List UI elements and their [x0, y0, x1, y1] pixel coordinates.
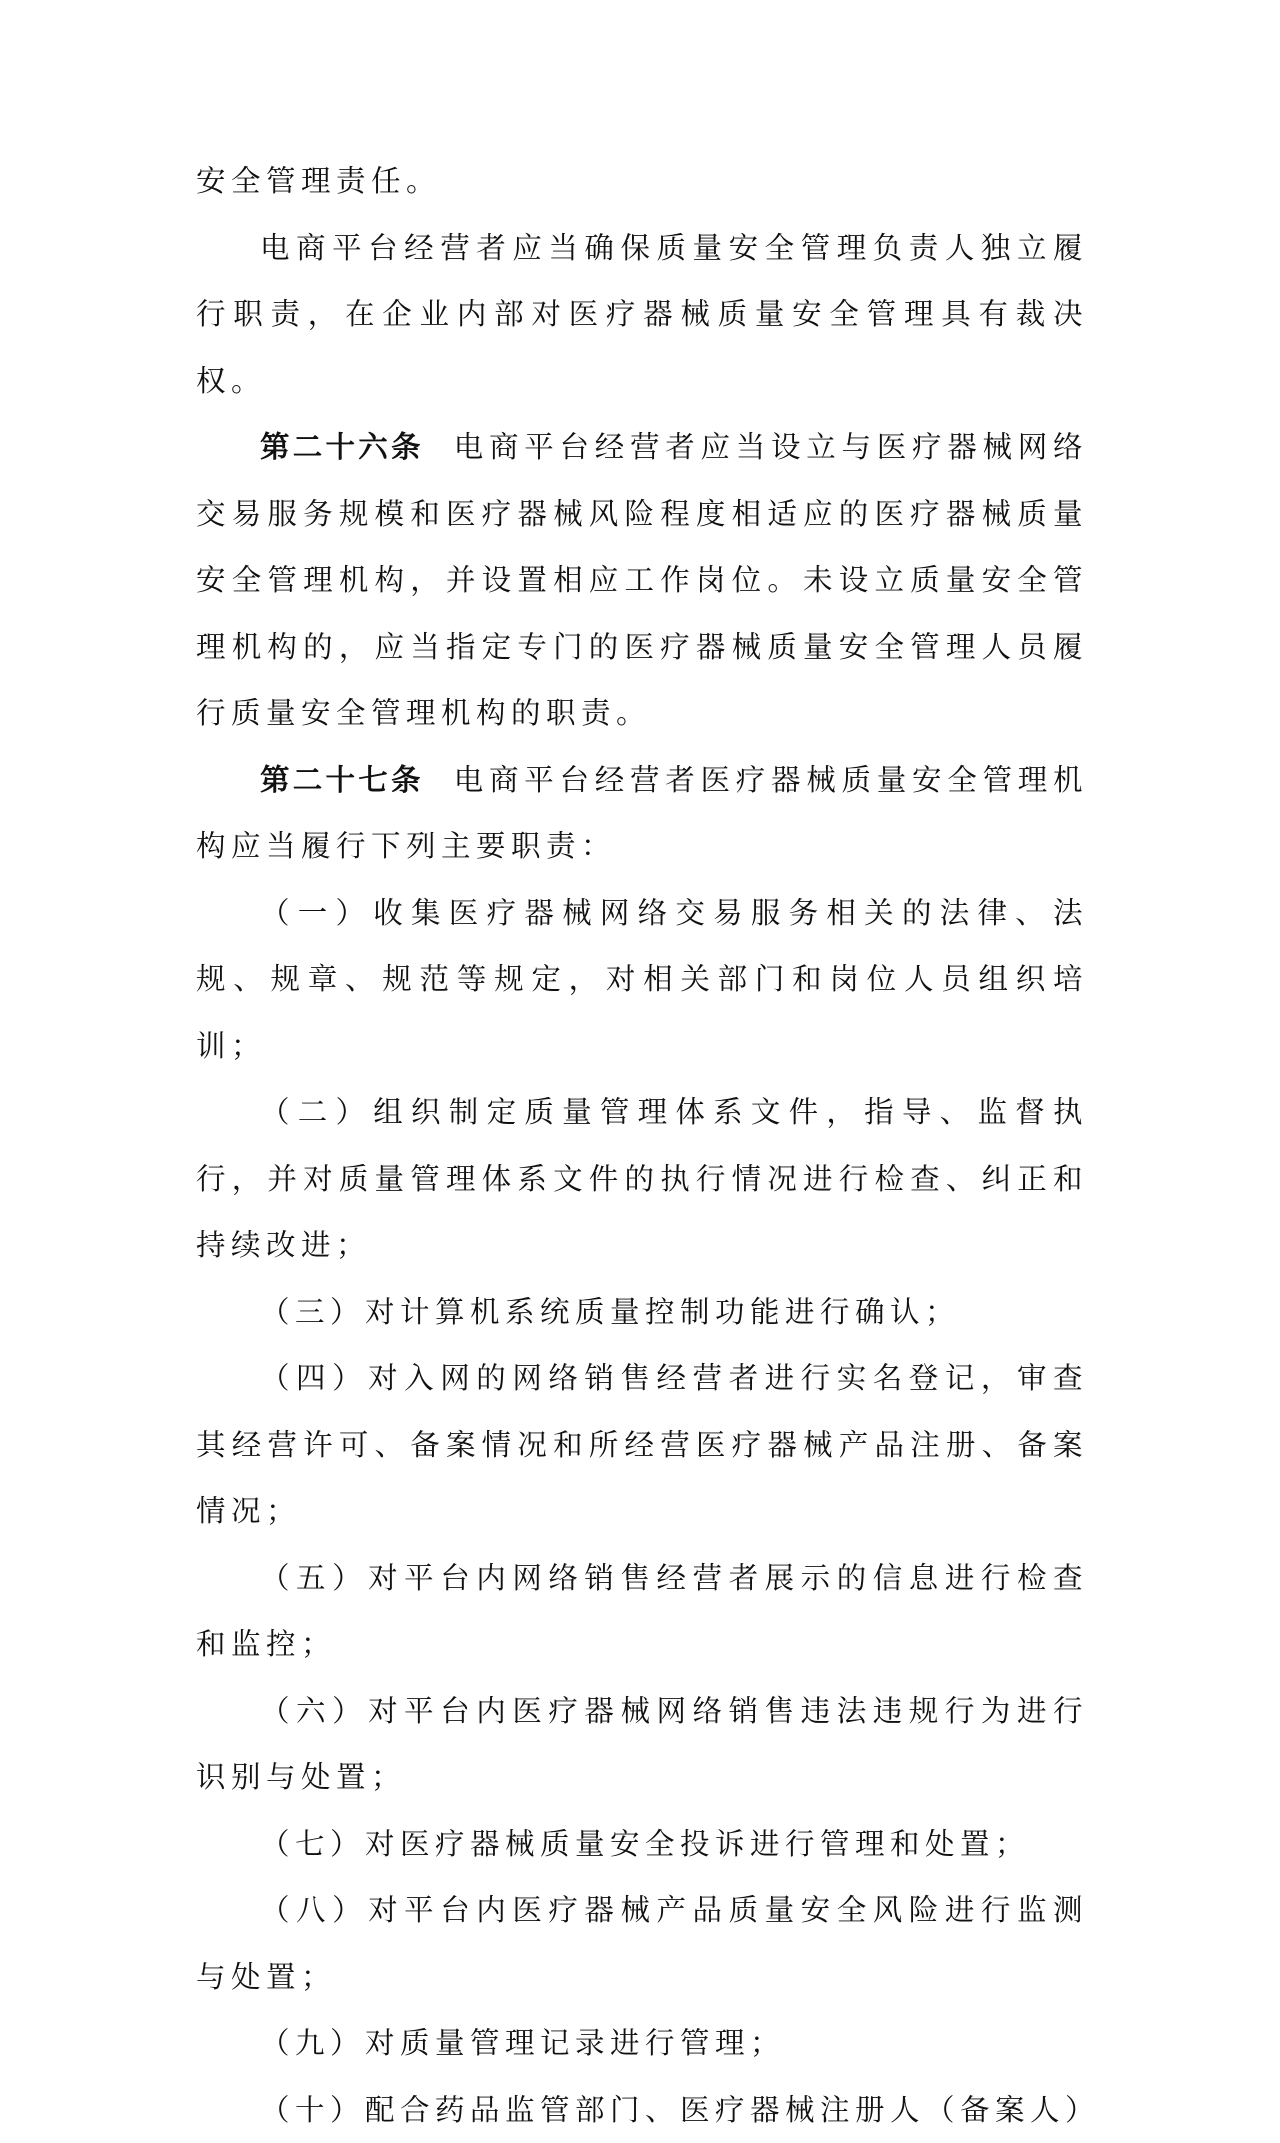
list-item-6: （六）对平台内医疗器械网络销售违法违规行为进行识别与处置；	[196, 1678, 1088, 1811]
article-27-label: 第二十七条	[260, 763, 424, 797]
list-item-3: （三）对计算机系统质量控制功能进行确认；	[196, 1279, 1088, 1346]
article-27-text: 电商平台经营者医疗器械质量安全管理机构应当履行下列主要职责：	[196, 763, 1088, 864]
list-item-9: （九）对质量管理记录进行管理；	[196, 2010, 1088, 2077]
paragraph-responsibility: 电商平台经营者应当确保质量安全管理负责人独立履行职责，在企业内部对医疗器械质量安全管理具有裁决权。	[196, 215, 1088, 415]
article-26-text: 电商平台经营者应当设立与医疗器械网络交易服务规模和医疗器械风险程度相适应的医疗器械质量安全管理机构，并设置相应工作岗位。未设立质量安全管理机构的，应当指定专门的医疗器械质量安全管理人员履行质量安全管理机构的职责。	[196, 430, 1088, 730]
list-item-2: （二）组织制定质量管理体系文件，指导、监督执行，并对质量管理体系文件的执行情况进行检查、纠正和持续改进；	[196, 1079, 1088, 1279]
list-item-5: （五）对平台内网络销售经营者展示的信息进行检查和监控；	[196, 1545, 1088, 1678]
list-item-1: （一）收集医疗器械网络交易服务相关的法律、法规、规章、规范等规定，对相关部门和岗位人员组织培训；	[196, 880, 1088, 1080]
list-item-4: （四）对入网的网络销售经营者进行实名登记，审查其经营许可、备案情况和所经营医疗器械产品注册、备案情况；	[196, 1345, 1088, 1545]
list-item-7: （七）对医疗器械质量安全投诉进行管理和处置；	[196, 1811, 1088, 1878]
article-26-label: 第二十六条	[260, 430, 424, 464]
paragraph-continuation: 安全管理责任。	[196, 148, 1088, 215]
article-26	[196, 414, 1088, 747]
document-page	[196, 148, 1088, 2143]
list-item-8: （八）对平台内医疗器械产品质量安全风险进行监测与处置；	[196, 1877, 1088, 2010]
list-item-10: （十）配合药品监管部门、医疗器械注册人（备案人）	[196, 2077, 1088, 2143]
article-27	[196, 747, 1088, 880]
